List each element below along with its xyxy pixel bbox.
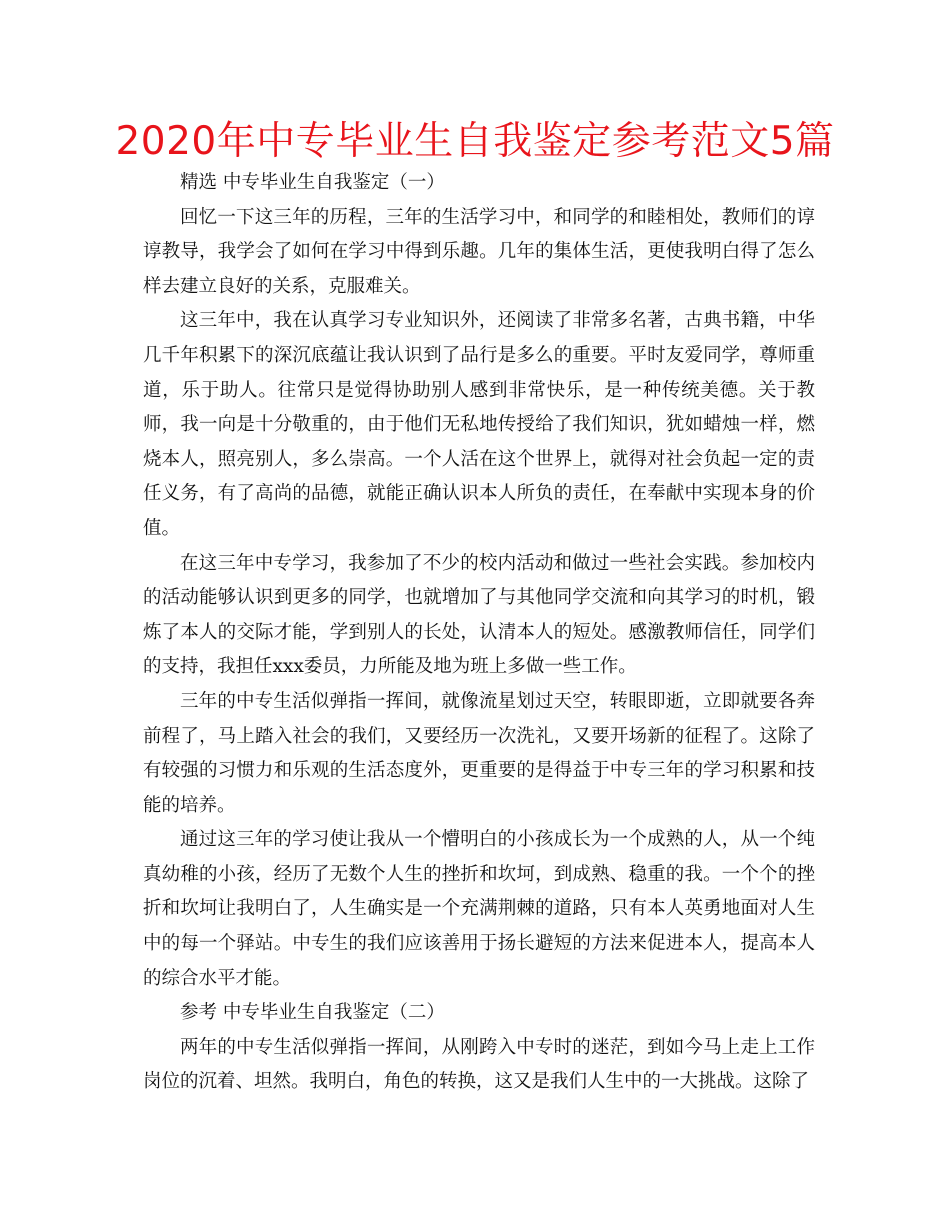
paragraph: 这三年中，我在认真学习专业知识外，还阅读了非常多名著，古典书籍，中华几千年积累下的深沉底蕴让我认识到了品行是多么的重要。平时友爱同学，尊师重道，乐于助人。往常只是觉得协助别人感到非常快乐，是一种传统美德。关于教师，我一向是十分敬重的，由于他们无私地传授给了我们知识，犹如蜡烛一样，燃烧本人，照亮别人，多么崇高。一个人活在这个世界上，就得对社会负起一定的责任义务，有了高尚的品德，就能正确认识本人所负的责任，在奉献中实现本身的价值。 xyxy=(143,310,815,539)
paragraph: 两年的中专生活似弹指一挥间，从刚跨入中专时的迷茫，到如今马上走上工作岗位的沉着、坦然。我明白，角色的转换，这又是我们人生中的一大挑战。这除了 xyxy=(143,1036,815,1093)
paragraph: 通过这三年的学习使让我从一个懵明白的小孩成长为一个成熟的人，从一个纯真幼稚的小孩，经历了无数个人生的挫折和坎坷，到成熟、稳重的我。一个个的挫折和坎坷让我明白了，人生确实是一个充满荆棘的道路，只有本人英勇地面对人生中的每一个驿站。中专生的我们应该善用于扬长避短的方法来促进本人，提高本人的综合水平才能。 xyxy=(143,829,815,989)
paragraph: 回忆一下这三年的历程，三年的生活学习中，和同学的和睦相处，教师们的谆谆教导，我学会了如何在学习中得到乐趣。几年的集体生活，更使我明白得了怎么样去建立良好的关系，克服难关。 xyxy=(143,206,815,297)
paragraph: 在这三年中专学习，我参加了不少的校内活动和做过一些社会实践。参加校内的活动能够认识到更多的同学，也就增加了与其他同学交流和向其学习的时机，锻炼了本人的交际才能，学到别人的长处，认清本人的短处。感激教师信任，同学们的支持，我担任xxx委员，力所能及地为班上多做一些工作。 xyxy=(143,552,815,678)
document-title: 2020年中专毕业生自我鉴定参考范文5篇 xyxy=(115,119,835,164)
paragraph: 三年的中专生活似弹指一挥间，就像流星划过天空，转眼即逝，立即就要各奔前程了，马上踏入社会的我们，又要经历一次洗礼，又要开场新的征程了。这除了有较强的习惯力和乐观的生活态度外，更重要的是得益于中专三年的学习积累和技能的培养。 xyxy=(143,690,815,816)
section-heading-1: 精选 中专毕业生自我鉴定（一） xyxy=(180,172,445,193)
document-body xyxy=(143,166,815,1100)
section-heading-2: 参考 中专毕业生自我鉴定（二） xyxy=(180,1002,445,1024)
